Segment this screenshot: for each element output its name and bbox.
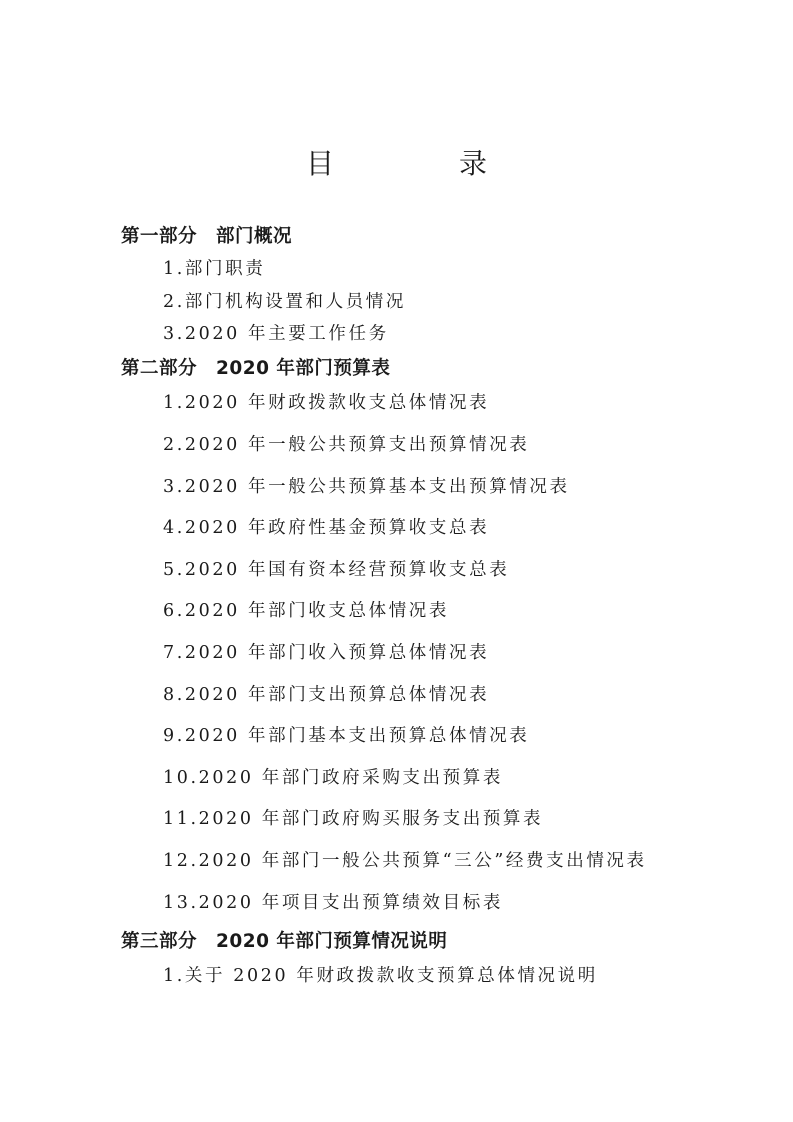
part-heading-1: 第一部分 部门概况 <box>121 226 293 247</box>
toc-item: 10.2020 年部门政府采购支出预算表 <box>163 768 503 788</box>
toc-item: 6.2020 年部门收支总体情况表 <box>163 601 449 621</box>
toc-item: 11.2020 年部门政府购买服务支出预算表 <box>163 809 544 829</box>
toc-item: 3.2020 年主要工作任务 <box>163 324 389 344</box>
part-heading-2: 第二部分 2020 年部门预算表 <box>121 358 391 379</box>
toc-item: 1.关于 2020 年财政拨款收支预算总体情况说明 <box>163 966 598 986</box>
toc-item: 1.2020 年财政拨款收支总体情况表 <box>163 393 490 413</box>
toc-item: 1.部门职责 <box>163 259 266 279</box>
toc-item: 2.部门机构设置和人员情况 <box>163 292 406 312</box>
toc-item: 2.2020 年一般公共预算支出预算情况表 <box>163 435 530 455</box>
toc-item: 13.2020 年项目支出预算绩效目标表 <box>163 893 503 913</box>
toc-item: 9.2020 年部门基本支出预算总体情况表 <box>163 726 530 746</box>
toc-item: 4.2020 年政府性基金预算收支总表 <box>163 518 490 538</box>
toc-item: 5.2020 年国有资本经营预算收支总表 <box>163 560 510 580</box>
part-heading-3: 第三部分 2020 年部门预算情况说明 <box>121 931 448 952</box>
page-title: 目 录 <box>306 147 545 180</box>
toc-item: 8.2020 年部门支出预算总体情况表 <box>163 685 490 705</box>
toc-item: 12.2020 年部门一般公共预算“三公”经费支出情况表 <box>163 851 647 871</box>
toc-item: 3.2020 年一般公共预算基本支出预算情况表 <box>163 477 570 497</box>
toc-item: 7.2020 年部门收入预算总体情况表 <box>163 643 490 663</box>
